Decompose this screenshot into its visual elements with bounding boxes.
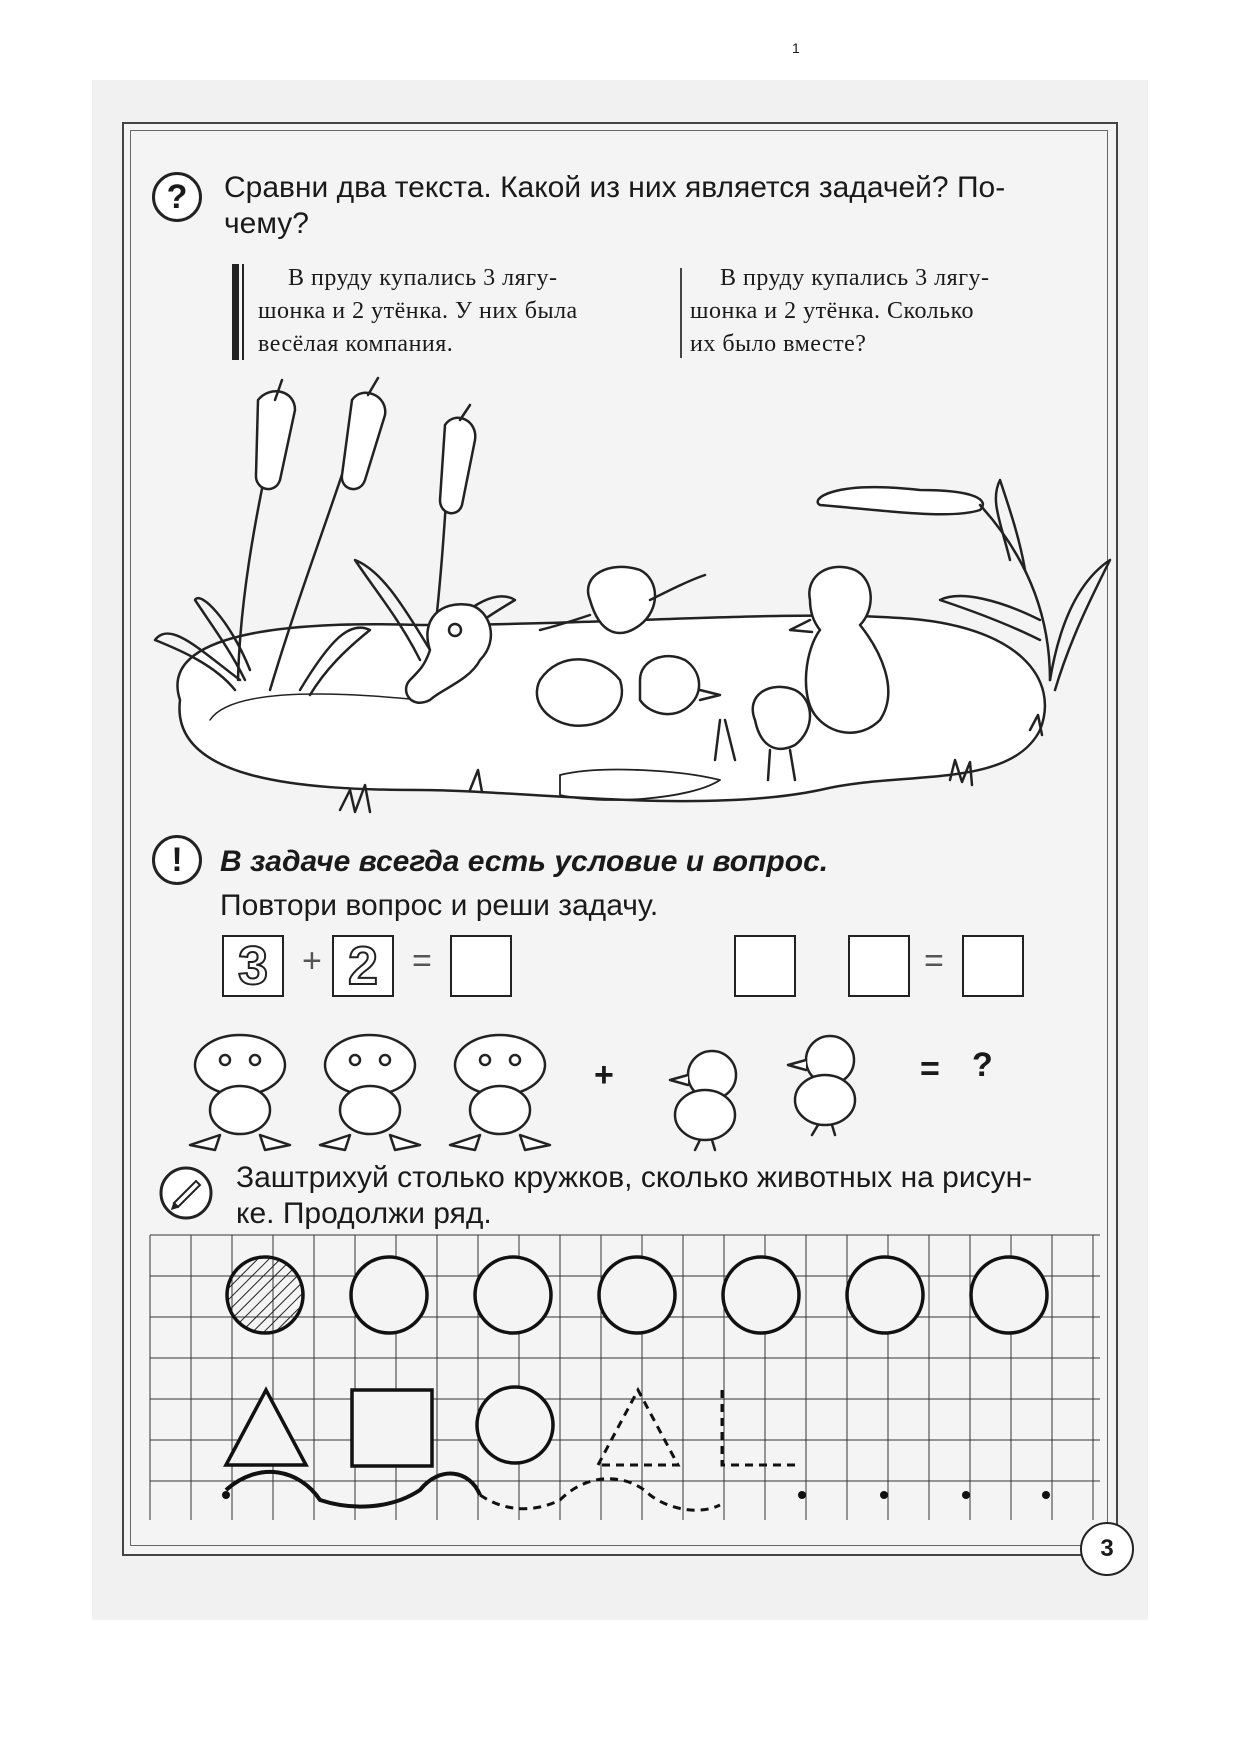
wave-line (226, 1472, 480, 1507)
circle (599, 1257, 675, 1333)
animals-plus: + (594, 1056, 614, 1094)
square-shape (352, 1390, 432, 1466)
rule-text: В задаче всегда есть условие и вопрос. (220, 845, 829, 878)
exclamation-icon: ! (152, 835, 202, 885)
dashed-wave (480, 1479, 720, 1510)
equation-equals: = (412, 942, 432, 980)
equation-right-equals: = (924, 942, 944, 980)
circle (475, 1257, 551, 1333)
equation-plus: + (302, 942, 322, 980)
equation-box-second: 2 (332, 935, 394, 997)
dashed-corner (722, 1390, 800, 1465)
question-icon: ? (152, 172, 202, 222)
animals-equals: = (920, 1050, 940, 1088)
question-prompt: Сравни два текста. Какой из них является задачей? По- чему? (224, 171, 1006, 240)
text-right: В пруду купались 3 лягу- шонка и 2 утёнка. Сколько их было вместе? (690, 265, 990, 357)
circle (351, 1257, 427, 1333)
page-number: 3 (1080, 1522, 1134, 1576)
triangle-shape (226, 1390, 306, 1465)
circle (971, 1257, 1047, 1333)
animals-question: ? (972, 1046, 993, 1084)
equation-box-first: 3 (222, 935, 284, 997)
circle (723, 1257, 799, 1333)
pencil-instruction: Заштрихуй столько кружков, сколько животных на рисун- ке. Продолжи ряд. (236, 1161, 1033, 1230)
top-mark: 1 (792, 40, 800, 56)
shaded-circle (227, 1257, 303, 1333)
text-left: В пруду купались 3 лягу- шонка и 2 утёнка. У них была весёлая компания. (258, 265, 578, 357)
rule-instruction: Повтори вопрос и реши задачу. (220, 889, 659, 922)
circle-shape (477, 1387, 553, 1463)
circle (847, 1257, 923, 1333)
dashed-triangle (598, 1390, 678, 1465)
